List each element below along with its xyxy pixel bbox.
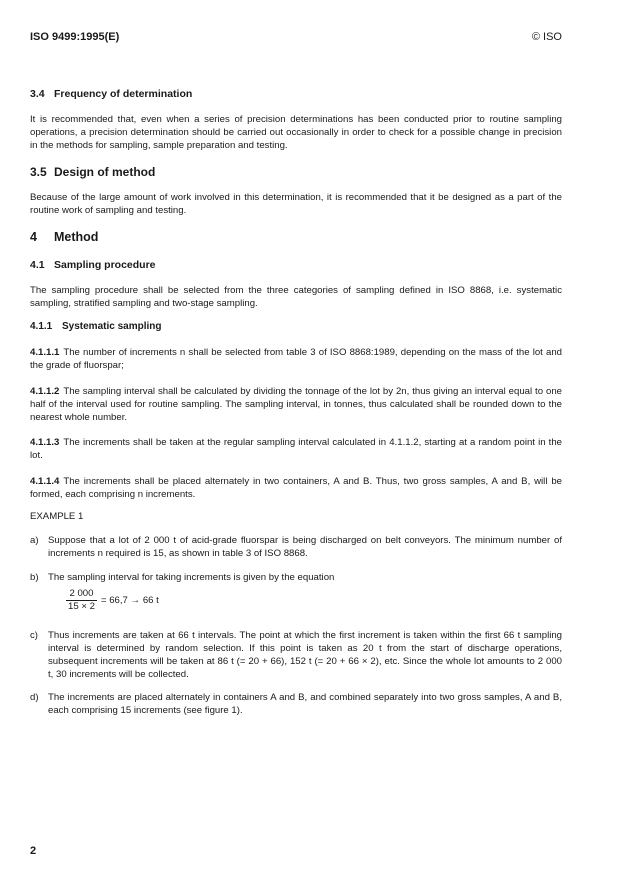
equation-denominator: 15 × 2 <box>68 601 95 612</box>
clause-4-1-1-4 <box>30 475 562 501</box>
clause-number: 4.1.1.2 <box>30 386 60 397</box>
item-text: Thus increments are taken at 66 t intervals. The point at which the first increment is taken within the first 66 t sampling interval is determined by random selection. If this point is taken as 20 t from the start of discharge operations, subsequent increments will be taken at 86 t (= 20 + 66), 152 t (= 20 + 66 × 2), etc. Since the whole lot amounts to 2 000 t, 30 increments will be collected. <box>48 630 562 680</box>
equation-fraction <box>66 588 97 613</box>
copyright-mark: © ISO <box>531 31 562 43</box>
example-item-a <box>30 534 562 560</box>
clause-text: The sampling interval shall be calculated by dividing the tonnage of the lot by 2n, thus giving an interval equal to one half of the interval used for routine sampling. The sampling interval, in tonnes, thus calculated shall be rounded down to the nearest whole number. <box>30 386 562 423</box>
example-item-b <box>30 571 562 584</box>
document-id: ISO 9499:1995(E) <box>30 31 120 43</box>
example-item-c <box>30 629 562 681</box>
clause-4-1-1-3 <box>30 436 562 462</box>
heading-title: Method <box>54 230 99 244</box>
heading-4-1 <box>30 259 156 271</box>
equation-numerator: 2 000 <box>69 588 94 599</box>
heading-4-1-1 <box>30 321 161 332</box>
equation-result: = 66,7 → 66 t <box>100 595 159 606</box>
clause-4-1-1-2 <box>30 385 562 424</box>
heading-number: 4 <box>30 230 37 244</box>
paragraph-4-1: The sampling procedure shall be selected from the three categories of sampling defined in ISO 8868, i.e. systematic sampling, stratified sampling and two-stage sampling. <box>30 285 562 309</box>
interval-equation <box>66 588 159 613</box>
clause-number: 4.1.1.3 <box>30 437 60 448</box>
heading-title: Sampling procedure <box>54 259 156 271</box>
heading-title: Frequency of determination <box>54 88 193 100</box>
heading-title: Design of method <box>54 165 156 179</box>
item-label: b) <box>30 572 39 583</box>
heading-4 <box>30 230 98 244</box>
paragraph-3-4: It is recommended that, even when a series of precision determinations has been conducted prior to routine sampling operations, a precision determination should be carried out occasionally in order to check for a possible change in precision in the methods for sampling, sample preparation and testing. <box>30 114 562 151</box>
item-text: The increments are placed alternately in containers A and B, and combined separately into two gross samples, A and B, each comprising 15 increments (see figure 1). <box>48 692 562 716</box>
clause-text: The increments shall be taken at the regular sampling interval calculated in 4.1.1.2, starting at a random point in the lot. <box>30 437 562 461</box>
heading-number: 4.1 <box>30 259 45 271</box>
heading-number: 3.5 <box>30 165 47 179</box>
example-item-d <box>30 691 562 717</box>
item-label: c) <box>30 630 38 641</box>
clause-text: The increments shall be placed alternately in two containers, A and B. Thus, two gross samples, A and B, will be formed, each comprising n increments. <box>30 476 562 500</box>
item-label: a) <box>30 535 39 546</box>
item-text: The sampling interval for taking increments is given by the equation <box>48 572 335 583</box>
example-label: EXAMPLE 1 <box>30 511 84 522</box>
heading-number: 3.4 <box>30 88 45 100</box>
clause-4-1-1-1 <box>30 346 562 372</box>
clause-number: 4.1.1.4 <box>30 476 60 487</box>
clause-number: 4.1.1.1 <box>30 347 60 358</box>
heading-number: 4.1.1 <box>30 321 53 332</box>
item-label: d) <box>30 692 39 703</box>
heading-title: Systematic sampling <box>62 321 162 332</box>
heading-3-5 <box>30 165 155 179</box>
paragraph-3-5: Because of the large amount of work involved in this determination, it is recommended that it be designed as a part of the routine work of sampling and testing. <box>30 192 562 216</box>
item-text: Suppose that a lot of 2 000 t of acid-grade fluorspar is being discharged on belt conveyors. The minimum number of increments n required is 15, as shown in table 3 of ISO 8868. <box>48 535 562 559</box>
heading-3-4 <box>30 88 192 100</box>
page-number: 2 <box>30 845 37 857</box>
clause-text: The number of increments n shall be selected from table 3 of ISO 8868:1989, depending on the mass of the lot and the grade of fluorspar; <box>30 347 562 371</box>
